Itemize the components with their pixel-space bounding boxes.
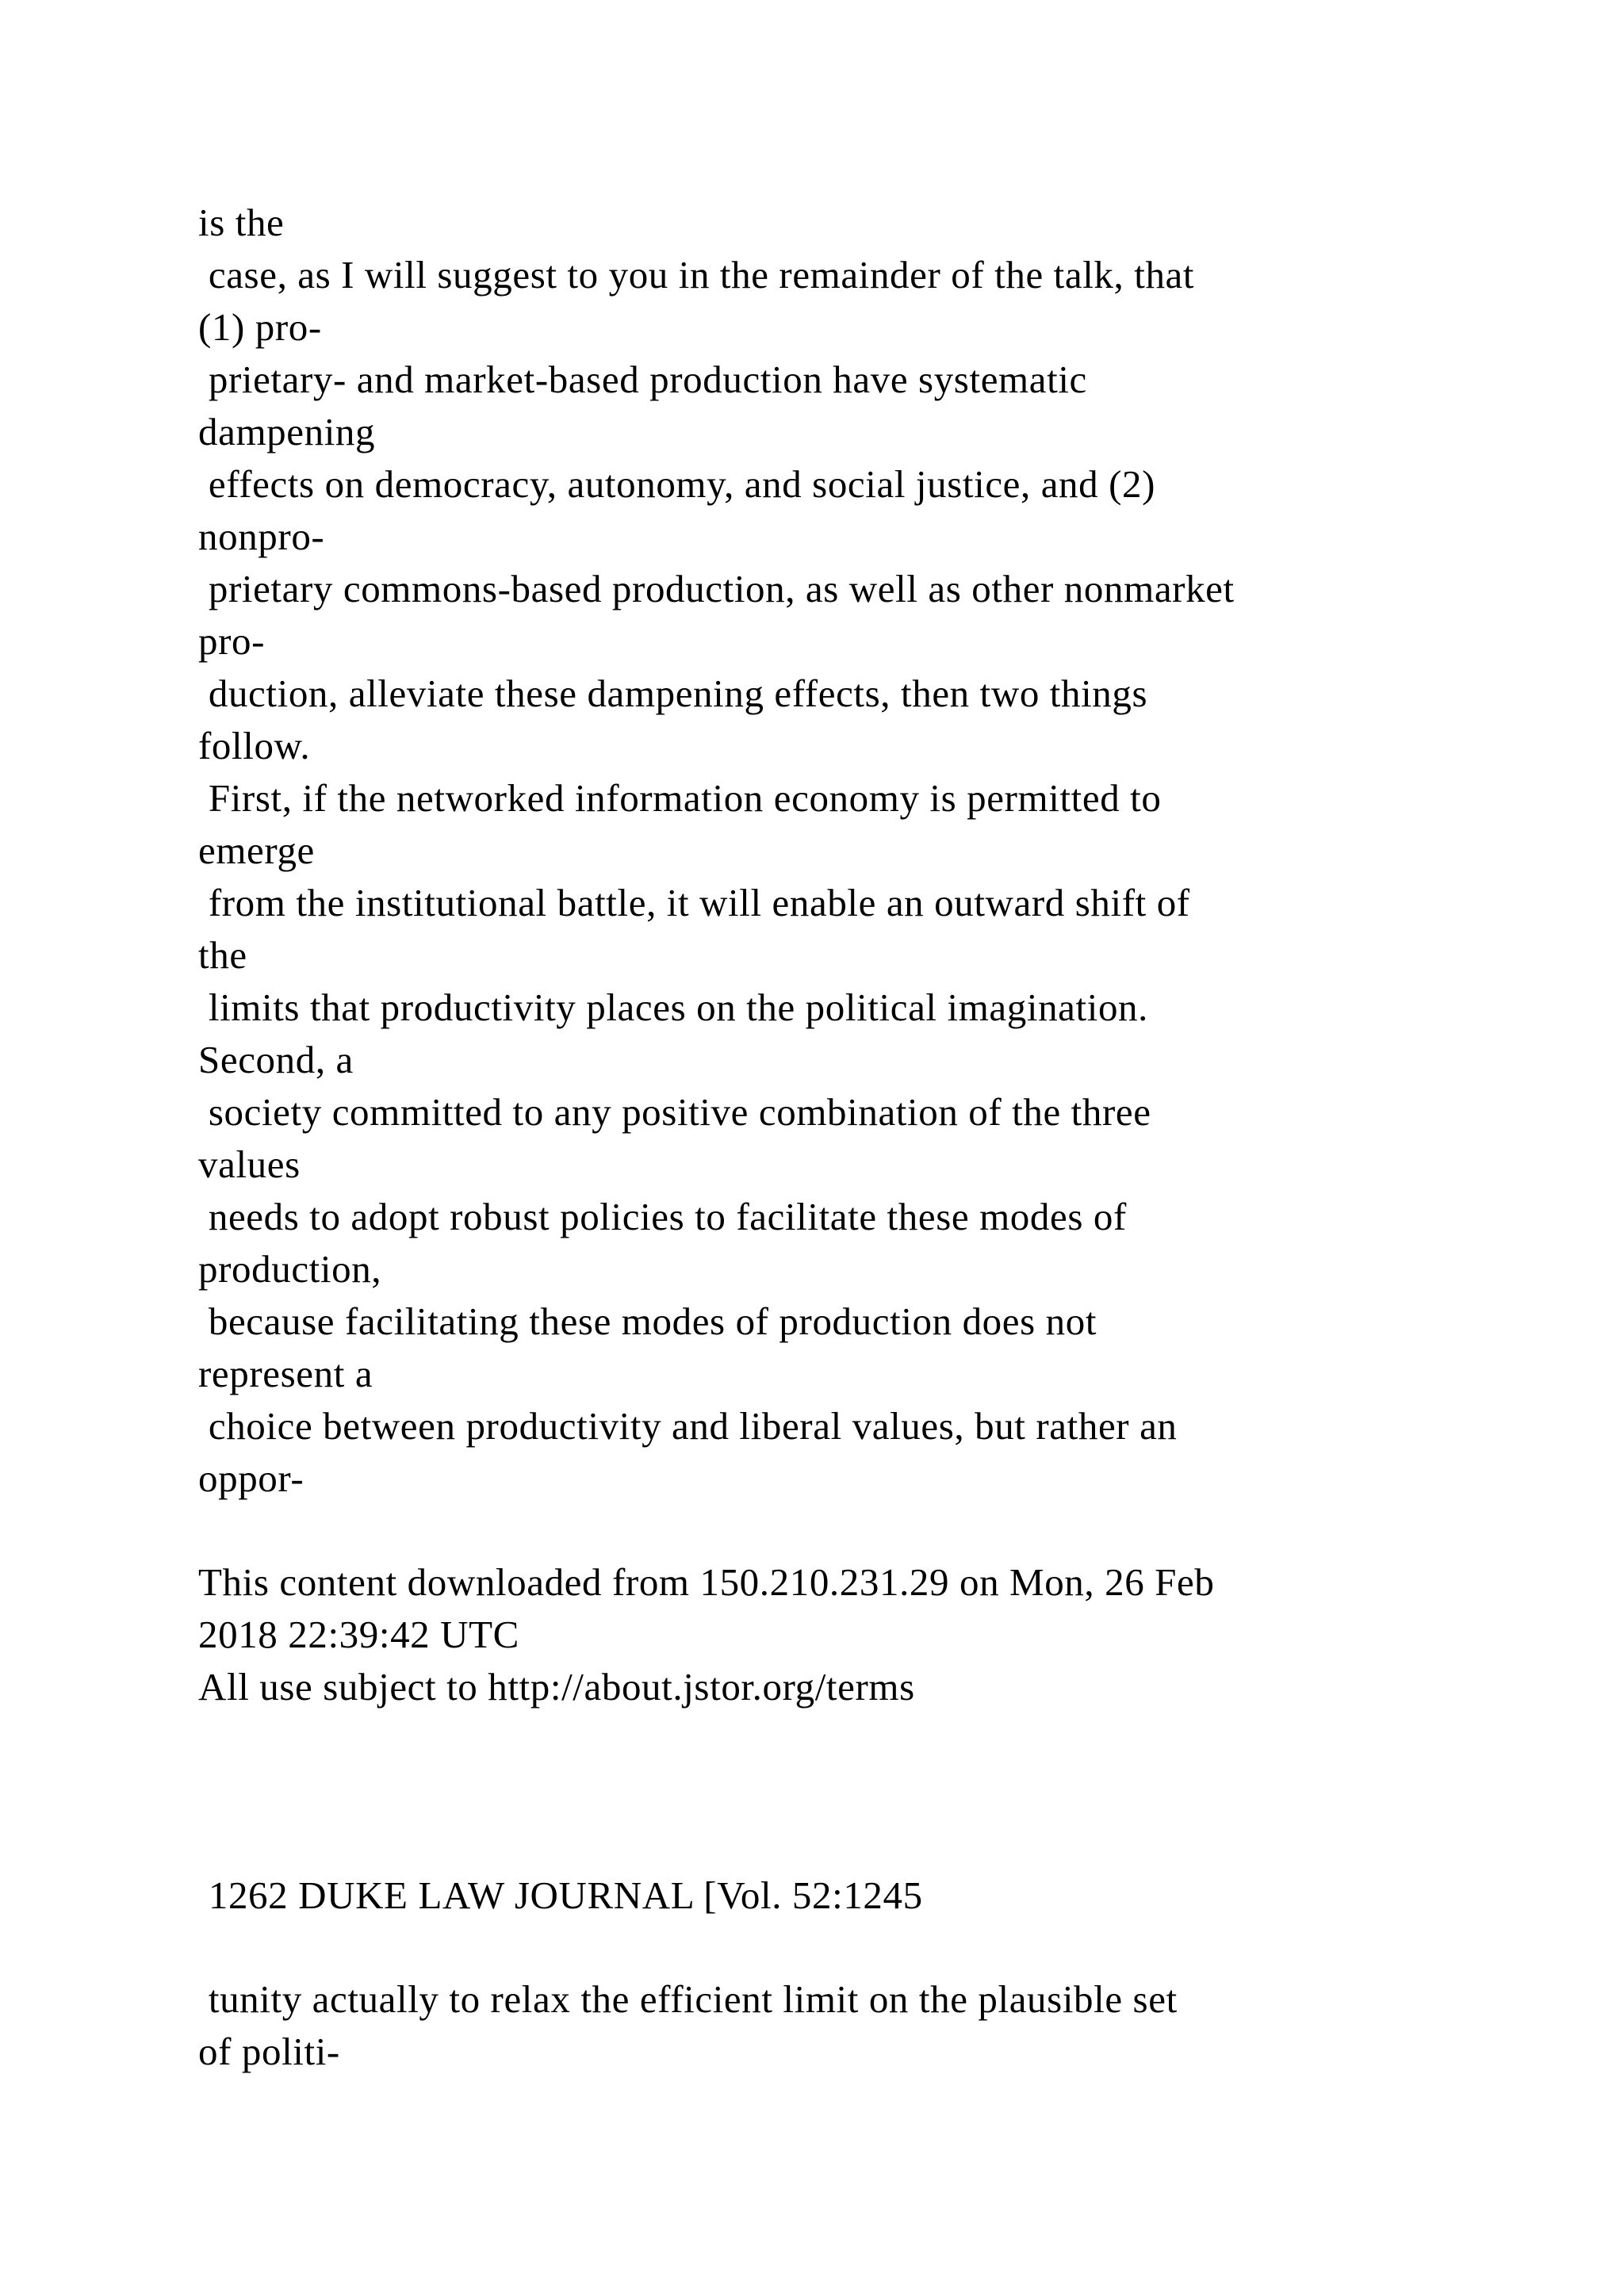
body-line: pro-	[198, 619, 266, 663]
body-line: tunity actually to relax the efficient limit on the plausible set	[198, 1977, 1178, 2021]
body-line: (1) pro-	[198, 305, 322, 349]
running-header: 1262 DUKE LAW JOURNAL [Vol. 52:1245	[198, 1873, 923, 1917]
body-line: Second, a	[198, 1038, 354, 1081]
body-line: effects on democracy, autonomy, and social justice, and (2)	[198, 462, 1156, 506]
download-notice: 2018 22:39:42 UTC	[198, 1613, 519, 1656]
body-line: dampening	[198, 410, 376, 453]
body-line: represent a	[198, 1352, 373, 1395]
body-line: limits that productivity places on the political imagination.	[198, 985, 1149, 1029]
body-line: First, if the networked information economy is permitted to	[198, 776, 1162, 820]
terms-notice: All use subject to http://about.jstor.org/terms	[198, 1665, 915, 1709]
body-line: duction, alleviate these dampening effects, then two things	[198, 672, 1148, 715]
body-line: nonpro-	[198, 515, 325, 558]
body-line: choice between productivity and liberal values, but rather an	[198, 1404, 1178, 1448]
body-line: follow.	[198, 724, 311, 767]
body-line: production,	[198, 1247, 382, 1291]
body-line: the	[198, 933, 247, 977]
body-line: needs to adopt robust policies to facilitate these modes of	[198, 1195, 1127, 1238]
body-line: emerge	[198, 828, 315, 872]
body-line: oppor-	[198, 1456, 304, 1500]
body-line: prietary- and market-based production have systematic	[198, 358, 1087, 401]
body-line: values	[198, 1142, 301, 1186]
body-line: prietary commons-based production, as well as other nonmarket	[198, 567, 1235, 610]
body-line: is the	[198, 201, 285, 244]
body-line: of politi-	[198, 2030, 340, 2073]
download-notice: This content downloaded from 150.210.231.29 on Mon, 26 Feb	[198, 1560, 1215, 1604]
body-line: from the institutional battle, it will enable an outward shift of	[198, 881, 1190, 924]
body-line: case, as I will suggest to you in the remainder of the talk, that	[198, 253, 1195, 297]
body-line: society committed to any positive combination of the three	[198, 1090, 1151, 1134]
body-line: because facilitating these modes of production does not	[198, 1299, 1097, 1343]
